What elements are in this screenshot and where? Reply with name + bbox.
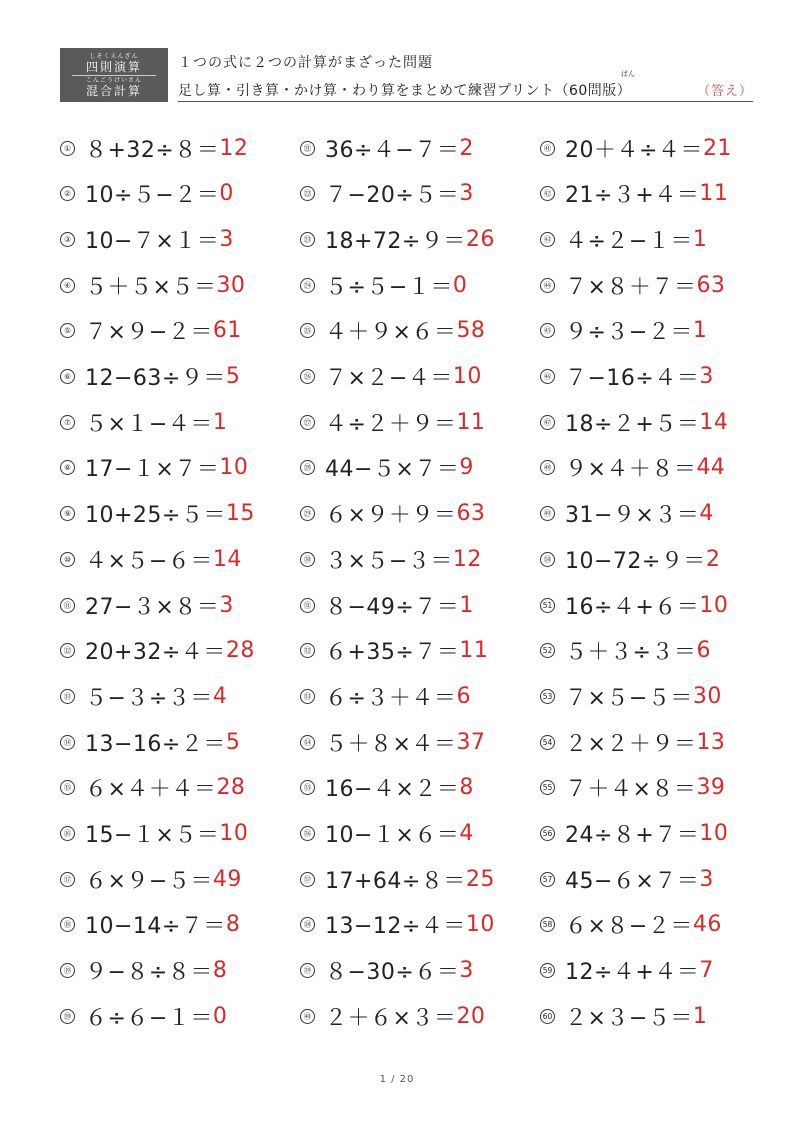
problem-number: ㉔ <box>300 278 315 293</box>
problem-expression: 17+64÷８＝ <box>325 868 466 894</box>
problem-number: ㊺ <box>540 323 555 338</box>
problem-row <box>60 128 248 168</box>
problem-number: 57 <box>540 872 555 887</box>
problem-number: ㊻ <box>540 369 555 384</box>
problem-number: ㊽ <box>540 460 555 475</box>
worksheet-title: １つの式に２つの計算がまざった問題 <box>178 55 433 71</box>
problem-number: ⑩ <box>60 552 75 567</box>
problem-row <box>300 631 488 671</box>
problem-number: 55 <box>540 780 555 795</box>
problem-number: ③ <box>60 232 75 247</box>
problem-number: ㊵ <box>300 1009 315 1024</box>
problem-answer: 5 <box>225 364 241 389</box>
problem-expression: 17−１×７＝ <box>85 457 220 483</box>
problem-answer: 12 <box>452 546 482 572</box>
problem-answer: 28 <box>216 775 246 801</box>
problem-expression: ４÷２＋９＝ <box>325 411 457 437</box>
problem-number: ㉒ <box>300 186 315 201</box>
problem-number: ㉝ <box>300 689 315 704</box>
problem-number: ⑥ <box>60 369 75 384</box>
problem-number: 59 <box>540 963 555 978</box>
problem-answer: 14 <box>699 409 729 435</box>
problem-expression: ６×９−５＝ <box>85 868 213 894</box>
problem-row <box>540 448 725 488</box>
problem-answer: 10 <box>452 364 482 389</box>
problem-number: 56 <box>540 826 555 841</box>
problem-number: ㉚ <box>300 552 315 567</box>
problem-answer: 11 <box>459 638 489 664</box>
problem-expression: ８−49÷７＝ <box>325 594 460 620</box>
problem-number: ① <box>60 141 75 156</box>
problem-row <box>300 174 474 214</box>
problem-row <box>60 585 234 625</box>
problem-row <box>60 676 227 716</box>
problem-answer: 20 <box>456 1003 486 1029</box>
problem-answer: 1 <box>692 318 708 344</box>
problem-expression: ２×３−５＝ <box>565 1005 693 1031</box>
problem-expression: ５−３÷３＝ <box>85 685 213 711</box>
problem-row <box>300 676 471 716</box>
problem-row <box>540 357 714 397</box>
problem-row <box>540 859 714 899</box>
problem-row <box>300 448 474 488</box>
problem-expression: ６÷３＋４＝ <box>325 685 457 711</box>
problem-row <box>540 219 707 259</box>
problem-expression: ８+32÷８＝ <box>85 137 220 163</box>
problem-row <box>300 814 474 854</box>
problem-row <box>300 768 474 808</box>
problem-row <box>60 402 227 442</box>
problem-expression: 10−72÷９＝ <box>565 548 706 574</box>
problem-expression: ９÷３−２＝ <box>565 320 693 346</box>
problem-row <box>540 265 725 305</box>
problem-number: ㉟ <box>300 780 315 795</box>
problem-number: ㉞ <box>300 735 315 750</box>
problem-number: ㊼ <box>540 415 555 430</box>
problem-number: ⑬ <box>60 689 75 704</box>
problem-expression: ５÷５−１＝ <box>325 274 453 300</box>
problem-number: ㊲ <box>300 872 315 887</box>
problem-number: ⑤ <box>60 323 75 338</box>
worksheet-header <box>60 40 753 102</box>
problem-expression: ５×１−４＝ <box>85 411 213 437</box>
problem-row <box>60 219 234 259</box>
problem-expression: 20＋４÷４＝ <box>565 137 703 163</box>
badge-ruby: しそくえんざん <box>89 52 139 60</box>
problem-answer: 1 <box>459 592 474 618</box>
problem-expression: ７×２−４＝ <box>325 366 453 391</box>
problem-expression: 10−１×６＝ <box>325 823 460 848</box>
problem-expression: ８−30÷６＝ <box>325 960 460 986</box>
problem-expression: 18+72÷９＝ <box>325 228 466 254</box>
problem-number: 58 <box>540 917 555 932</box>
problem-answer: 14 <box>212 546 242 572</box>
problem-number: ㊾ <box>540 506 555 521</box>
problem-expression: ９−８÷８＝ <box>85 960 213 986</box>
problem-row <box>300 494 485 534</box>
problem-expression: 15−１×５＝ <box>85 823 220 848</box>
problem-answer: 8 <box>459 775 474 801</box>
problem-number: ⑪ <box>60 598 75 613</box>
problem-row <box>540 128 732 168</box>
problem-row <box>300 402 485 442</box>
problem-number: ㉛ <box>300 598 315 613</box>
problem-number: ㉕ <box>300 323 315 338</box>
problem-expression: 20+32÷４＝ <box>85 640 226 666</box>
problem-answer: 61 <box>212 318 242 344</box>
problem-row <box>60 722 240 762</box>
problem-row <box>60 905 240 945</box>
problem-answer: 26 <box>465 226 495 252</box>
subtitle-row <box>178 70 753 99</box>
problem-row <box>540 631 711 671</box>
problem-answer: 4 <box>212 683 228 709</box>
problem-row <box>540 676 722 716</box>
problem-answer: 30 <box>216 272 246 298</box>
problem-expression: ７×９−２＝ <box>85 320 213 346</box>
problem-answer: 0 <box>219 181 234 207</box>
badge-divider <box>72 75 156 76</box>
problem-row <box>540 585 728 625</box>
problem-row <box>540 996 707 1036</box>
problem-number: 54 <box>540 735 555 750</box>
problem-number: ⑲ <box>60 963 75 978</box>
problem-row <box>300 951 474 991</box>
problem-answer: 1 <box>692 1003 708 1029</box>
problem-expression: 21÷３+４＝ <box>565 183 700 209</box>
problem-answer: 44 <box>696 455 726 481</box>
problem-grid <box>60 128 753 1048</box>
badge-ruby: こんごうけいさん <box>85 76 142 84</box>
problem-answer: 25 <box>465 866 495 892</box>
problem-expression: 12÷４+４＝ <box>565 960 700 986</box>
problem-row <box>300 859 495 899</box>
problem-row <box>300 128 474 168</box>
problem-expression: 31−９×３＝ <box>565 503 700 529</box>
problem-answer: 13 <box>696 729 726 755</box>
problem-answer: 3 <box>699 364 714 389</box>
problem-number: ㊶ <box>540 141 555 156</box>
problem-expression: ４×５−６＝ <box>85 548 213 574</box>
problem-answer: 63 <box>456 501 486 527</box>
problem-answer: 3 <box>219 226 234 252</box>
problem-answer: 49 <box>212 866 242 892</box>
problem-answer: 7 <box>699 958 714 984</box>
problem-answer: 37 <box>456 729 486 755</box>
problem-expression: ２×２＋９＝ <box>565 731 697 757</box>
problem-answer: 8 <box>212 958 228 984</box>
problem-expression: ７＋４×８＝ <box>565 777 697 803</box>
problem-expression: ６+35÷７＝ <box>325 640 460 666</box>
problem-expression: 10+25÷５＝ <box>85 503 226 529</box>
problem-expression: ６×９＋９＝ <box>325 503 457 529</box>
problem-expression: ２＋６×３＝ <box>325 1005 457 1031</box>
problem-answer: 4 <box>459 821 474 846</box>
problem-row <box>60 768 245 808</box>
problem-answer: 3 <box>219 592 234 618</box>
page-number: 1 / 20 <box>379 1074 415 1085</box>
problem-answer: 8 <box>225 912 241 938</box>
problem-expression: 16−４×２＝ <box>325 777 460 803</box>
problem-row <box>60 859 242 899</box>
problem-row <box>300 585 474 625</box>
problem-row <box>540 539 720 579</box>
problem-number: ㊿ <box>540 552 555 567</box>
problem-number: ㉑ <box>300 141 315 156</box>
problem-number: ⑦ <box>60 415 75 430</box>
badge-label: 混合計算 <box>85 83 142 98</box>
badge-item-kongou <box>86 78 142 97</box>
problem-row <box>60 174 234 214</box>
worksheet-subtitle: 足し算・引き算・かけ算・わり算をまとめて練習プリント（60問版） <box>178 83 632 99</box>
problem-row <box>300 357 482 397</box>
problem-number: ㊳ <box>300 917 315 932</box>
problem-row <box>540 174 728 214</box>
problem-answer: 39 <box>696 775 726 801</box>
problem-number: ② <box>60 186 75 201</box>
problem-expression: 36÷４−７＝ <box>325 137 460 163</box>
problem-expression: 16÷４+６＝ <box>565 594 700 620</box>
problem-number: ⑧ <box>60 460 75 475</box>
problem-answer: 11 <box>699 181 729 207</box>
problem-number: ㉗ <box>300 415 315 430</box>
problem-answer: 12 <box>219 135 249 161</box>
problem-answer: 15 <box>225 501 255 527</box>
problem-expression: 10−７×１＝ <box>85 228 220 254</box>
problem-number: 52 <box>540 643 555 658</box>
problem-number: ㉘ <box>300 460 315 475</box>
problem-answer: 46 <box>692 912 722 938</box>
problem-row <box>300 905 495 945</box>
problem-row <box>60 996 227 1036</box>
problem-answer: 1 <box>692 226 708 252</box>
problem-expression: ６÷６−１＝ <box>85 1005 213 1031</box>
problem-number: ⑱ <box>60 917 75 932</box>
problem-row <box>540 722 725 762</box>
problem-expression: ７−20÷５＝ <box>325 183 460 209</box>
problem-row <box>60 494 255 534</box>
problem-expression: 24÷８+７＝ <box>565 823 700 848</box>
problem-expression: ３×５−３＝ <box>325 548 453 574</box>
problem-row <box>540 494 714 534</box>
problem-answer: 4 <box>699 501 714 527</box>
problem-expression: 44−５×７＝ <box>325 457 460 483</box>
problem-row <box>540 951 714 991</box>
problem-expression: 12−63÷９＝ <box>85 366 226 391</box>
problem-row <box>60 265 245 305</box>
problem-answer: 2 <box>705 546 721 572</box>
problem-number: ⑯ <box>60 826 75 841</box>
problem-answer: 10 <box>219 821 249 846</box>
problem-row <box>60 951 227 991</box>
problem-expression: ５＋３÷３＝ <box>565 640 697 666</box>
problem-row <box>300 722 485 762</box>
problem-answer: 10 <box>465 912 495 938</box>
problem-answer: 28 <box>225 638 255 664</box>
problem-expression: ７−16÷４＝ <box>565 366 700 391</box>
problem-answer: 10 <box>219 455 249 481</box>
problem-answer: 3 <box>699 866 714 892</box>
title-block <box>178 54 753 98</box>
problem-expression: ５＋５×５＝ <box>85 274 217 300</box>
problem-expression: ９×４＋８＝ <box>565 457 697 483</box>
problem-expression: 10−14÷７＝ <box>85 914 226 940</box>
problem-answer: 2 <box>459 135 474 161</box>
problem-number: ㊹ <box>540 278 555 293</box>
subtitle-ruby: ばん <box>621 70 635 78</box>
problem-expression: 13−12÷４＝ <box>325 914 466 940</box>
problem-row <box>60 814 248 854</box>
problem-answer: 10 <box>699 592 729 618</box>
problem-row <box>300 265 467 305</box>
category-badge <box>60 48 168 102</box>
problem-answer: 11 <box>456 409 486 435</box>
answers-label: （答え） <box>696 84 753 99</box>
problem-answer: 0 <box>212 1003 228 1029</box>
header-rule <box>178 101 753 102</box>
problem-expression: ７×５−５＝ <box>565 685 693 711</box>
problem-expression: ６×４＋４＝ <box>85 777 217 803</box>
problem-answer: 5 <box>225 729 241 755</box>
problem-answer: 6 <box>696 638 711 664</box>
problem-number: 60 <box>540 1009 555 1024</box>
problem-expression: ７×８＋７＝ <box>565 274 697 300</box>
problem-row <box>60 539 242 579</box>
problem-row <box>60 448 248 488</box>
problem-expression: ５＋８×４＝ <box>325 731 457 757</box>
problem-row <box>60 357 240 397</box>
problem-answer: 21 <box>702 135 732 161</box>
problem-number: ㉙ <box>300 506 315 521</box>
problem-answer: 63 <box>696 272 726 298</box>
problem-expression: 27−３×８＝ <box>85 594 220 620</box>
problem-row <box>60 311 242 351</box>
badge-item-shisoku <box>86 54 142 73</box>
problem-number: ㊴ <box>300 963 315 978</box>
problem-number: ⑫ <box>60 643 75 658</box>
badge-label: 四則演算 <box>85 59 142 74</box>
problem-number: ㊸ <box>540 232 555 247</box>
problem-expression: 13−16÷２＝ <box>85 731 226 757</box>
problem-row <box>300 996 485 1036</box>
problem-expression: ４÷２−１＝ <box>565 228 693 254</box>
problem-expression: ６×８−２＝ <box>565 914 693 940</box>
problem-number: ㉖ <box>300 369 315 384</box>
problem-answer: 6 <box>456 683 471 709</box>
problem-row <box>300 539 482 579</box>
problem-number: ㉓ <box>300 232 315 247</box>
problem-answer: 10 <box>699 821 729 846</box>
problem-answer: 1 <box>212 409 228 435</box>
problem-row <box>540 402 728 442</box>
problem-number: ⑭ <box>60 735 75 750</box>
problem-row <box>540 905 722 945</box>
problem-expression: ４＋９×６＝ <box>325 320 457 346</box>
problem-expression: 10÷５−２＝ <box>85 183 220 209</box>
problem-answer: 9 <box>459 455 474 481</box>
problem-number: ㊱ <box>300 826 315 841</box>
problem-number: ㊷ <box>540 186 555 201</box>
problem-number: ⑨ <box>60 506 75 521</box>
problem-number: ⑮ <box>60 780 75 795</box>
problem-row <box>300 311 485 351</box>
problem-expression: 45−６×７＝ <box>565 868 700 894</box>
problem-answer: 3 <box>459 958 474 984</box>
problem-answer: 30 <box>692 683 722 709</box>
problem-row <box>60 631 255 671</box>
problem-row <box>540 768 725 808</box>
problem-answer: 0 <box>452 272 468 298</box>
problem-number: ④ <box>60 278 75 293</box>
problem-row <box>300 219 495 259</box>
problem-number: ⑳ <box>60 1009 75 1024</box>
problem-number: 53 <box>540 689 555 704</box>
problem-row <box>540 814 728 854</box>
problem-expression: 18÷２+５＝ <box>565 411 700 437</box>
problem-answer: 58 <box>456 318 486 344</box>
problem-answer: 3 <box>459 181 474 207</box>
problem-row <box>540 311 707 351</box>
problem-number: 51 <box>540 598 555 613</box>
problem-number: ⑰ <box>60 872 75 887</box>
problem-number: ㉜ <box>300 643 315 658</box>
